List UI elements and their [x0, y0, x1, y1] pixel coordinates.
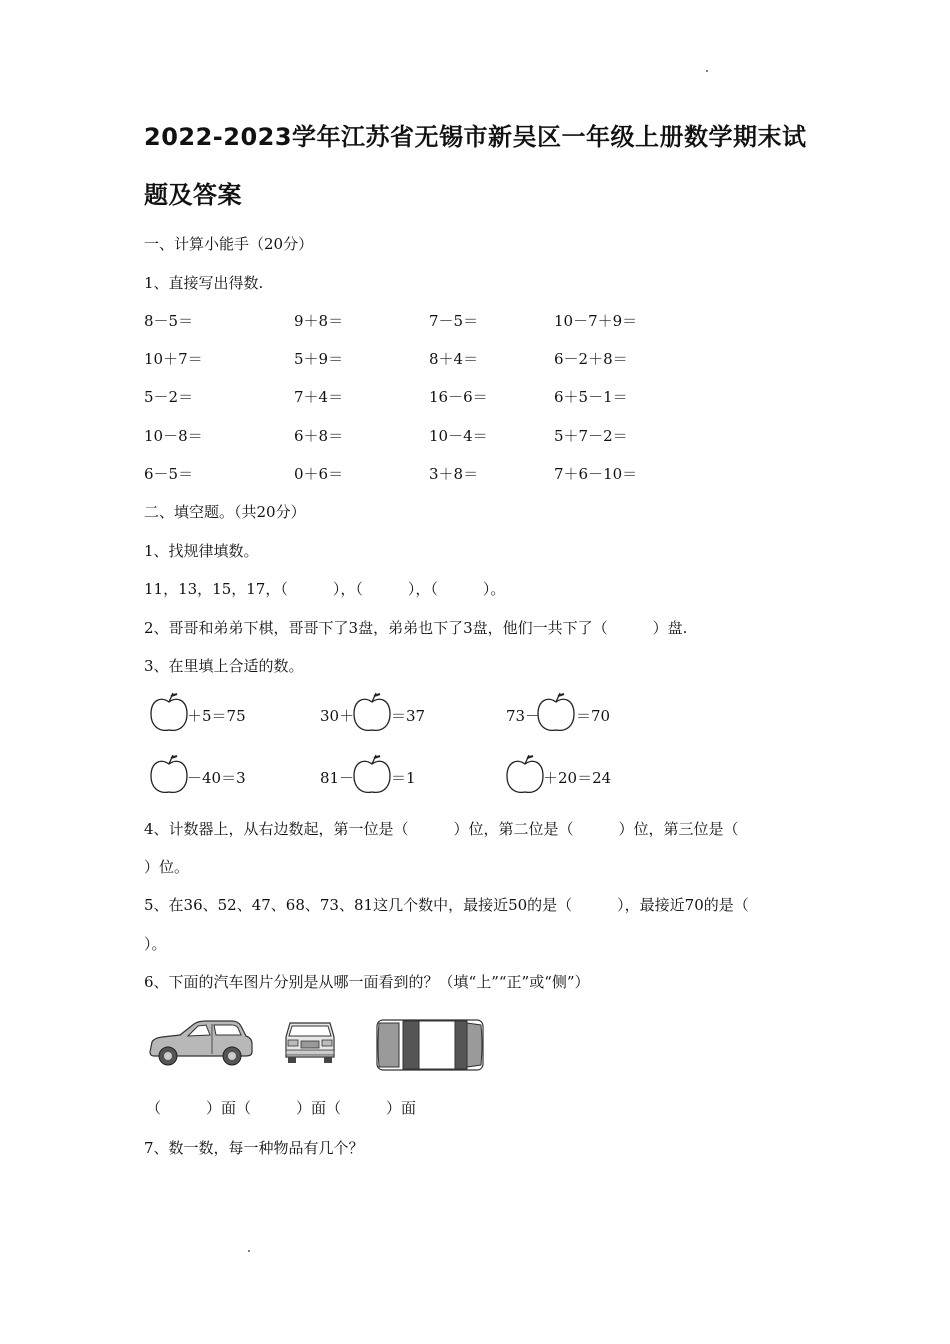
calc-r1-c1: 8－5＝: [144, 312, 194, 330]
section2-q4-line1: 4、计数器上，从右边数起，第一位是（ ）位，第二位是（ ）位，第三位是（: [144, 820, 739, 838]
apple-eq-4: －40＝3: [187, 769, 246, 787]
apple-eq-3-post: ＝70: [576, 707, 611, 725]
calc-r5-c3: 3＋8＝: [429, 465, 479, 483]
section1-heading: 一、计算小能手（20分）: [144, 235, 314, 253]
apple-icon: [505, 752, 545, 796]
car-top-view-image: [375, 1017, 485, 1073]
section2-q5-line2: ）。: [144, 935, 167, 953]
car-front-view-image: [282, 1019, 338, 1065]
calc-r2-c4: 6－2＋8＝: [554, 350, 628, 368]
section2-q2: 2、哥哥和弟弟下棋，哥哥下了3盘，弟弟也下了3盘，他们一共下了（ ）盘.: [144, 619, 688, 637]
calc-r4-c1: 10－8＝: [144, 427, 203, 445]
section2-q3: 3、在里填上合适的数。: [144, 657, 304, 675]
section1-q1: 1、直接写出得数.: [144, 274, 264, 292]
apple-eq-2-pre: 30＋: [320, 707, 355, 725]
section2-heading: 二、填空题。（共20分）: [144, 503, 306, 521]
calc-r3-c4: 6＋5－1＝: [554, 388, 628, 406]
calc-r4-c3: 10－4＝: [429, 427, 488, 445]
corner-dot-top: [706, 70, 708, 72]
apple-icon: [352, 690, 392, 734]
apple-icon: [149, 690, 189, 734]
apple-icon: [352, 752, 392, 796]
apple-eq-5-post: ＝1: [391, 769, 416, 787]
calc-r5-c4: 7＋6－10＝: [554, 465, 638, 483]
calc-r4-c4: 5＋7－2＝: [554, 427, 628, 445]
section2-q1-sequence: 11，13，15，17，（ ），（ ），（ ）。: [144, 580, 506, 598]
apple-eq-1: ＋5＝75: [187, 707, 246, 725]
section2-q1: 1、找规律填数。: [144, 542, 259, 560]
calc-r1-c2: 9＋8＝: [294, 312, 344, 330]
apple-eq-3-pre: 73－: [506, 707, 541, 725]
apple-eq-2-post: ＝37: [391, 707, 426, 725]
calc-r2-c3: 8＋4＝: [429, 350, 479, 368]
calc-r1-c4: 10－7＋9＝: [554, 312, 638, 330]
calc-r4-c2: 6＋8＝: [294, 427, 344, 445]
calc-r3-c3: 16－6＝: [429, 388, 488, 406]
corner-dot-bottom: [248, 1250, 250, 1252]
section2-q7: 7、数一数，每一种物品有几个？: [144, 1139, 364, 1157]
calc-r5-c1: 6－5＝: [144, 465, 194, 483]
page-title-line2: 题及答案: [144, 181, 242, 209]
calc-r3-c2: 7＋4＝: [294, 388, 344, 406]
apple-icon: [149, 752, 189, 796]
page-title-line1: 2022-2023学年江苏省无锡市新吴区一年级上册数学期末试: [144, 123, 807, 151]
calc-r2-c1: 10＋7＝: [144, 350, 203, 368]
apple-icon: [536, 690, 576, 734]
car-side-view-image: [146, 1018, 256, 1068]
calc-r5-c2: 0＋6＝: [294, 465, 344, 483]
section2-q6: 6、下面的汽车图片分别是从哪一面看到的？（填“上”“正”或“侧”）: [144, 973, 590, 991]
calc-r1-c3: 7－5＝: [429, 312, 479, 330]
apple-eq-6: ＋20＝24: [543, 769, 612, 787]
apple-eq-5-pre: 81－: [320, 769, 355, 787]
section2-q4-line2: ）位。: [144, 858, 190, 876]
section2-q5-line1: 5、在36、52、47、68、73、81这几个数中，最接近50的是（ ），最接近70的是（: [144, 896, 749, 914]
calc-r2-c2: 5＋9＝: [294, 350, 344, 368]
section2-q6-answers: （ ）面（ ）面（ ）面: [146, 1099, 417, 1117]
calc-r3-c1: 5－2＝: [144, 388, 194, 406]
